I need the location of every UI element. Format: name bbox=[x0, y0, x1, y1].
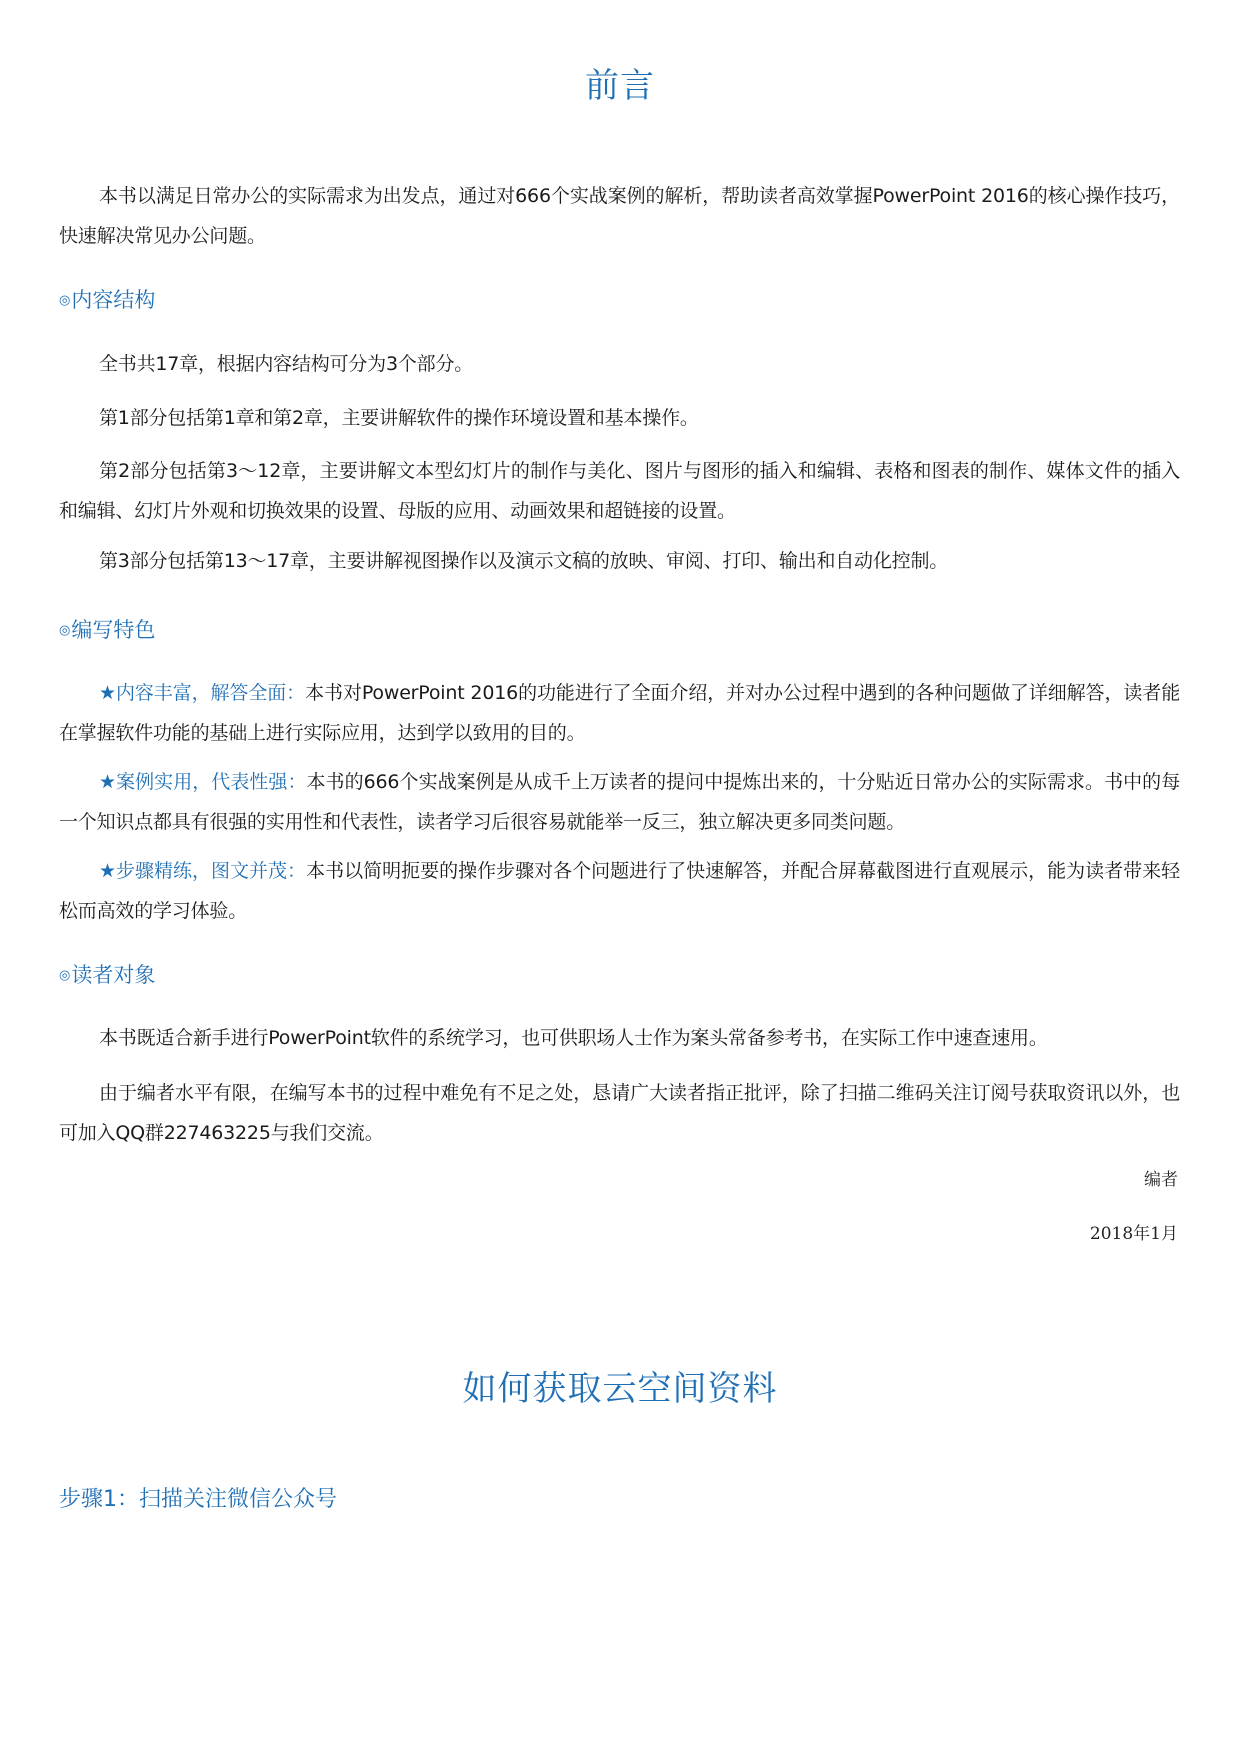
structure-paragraph: 第2部分包括第3～12章，主要讲解文本型幻灯片的制作与美化、图片与图形的插入和编辑、表格和图表的制作、媒体文件的插入和编辑、幻灯片外观和切换效果的设置、母版的应用、动画效果和超链接的设置。 bbox=[59, 460, 1180, 522]
cloud-resources-title: 如何获取云空间资料 bbox=[462, 1369, 778, 1409]
feature-text: 本书对PowerPoint 2016的功能进行了全面介绍，并对办公过程中遇到的各种问题做了详细解答，读者能在掌握软件功能的基础上进行实际应用，达到学以致用的目的。 bbox=[59, 682, 1180, 744]
section-heading-label: 内容结构 bbox=[71, 288, 156, 312]
structure-paragraph: 第3部分包括第13～17章，主要讲解视图操作以及演示文稿的放映、审阅、打印、输出和自动化控制。 bbox=[99, 550, 949, 572]
feature-text: 本书的666个实战案例是从成千上万读者的提问中提炼出来的，十分贴近日常办公的实际需求。书中的每一个知识点都具有很强的实用性和代表性，读者学习后很容易就能举一反三，独立解决更多同类问题。 bbox=[59, 771, 1180, 833]
preface-intro-paragraph: 本书以满足日常办公的实际需求为出发点，通过对666个实战案例的解析，帮助读者高效掌握PowerPoint 2016的核心操作技巧，快速解决常见办公问题。 bbox=[59, 185, 1180, 247]
feature-item bbox=[59, 762, 1180, 842]
signature-date: 2018年1月 bbox=[1089, 1224, 1178, 1244]
feature-item bbox=[59, 851, 1180, 931]
feature-item bbox=[59, 673, 1180, 753]
structure-paragraph: 第1部分包括第1章和第2章，主要讲解软件的操作环境设置和基本操作。 bbox=[99, 407, 699, 429]
bullseye-icon: ◎ bbox=[59, 293, 71, 308]
bullseye-icon: ◎ bbox=[59, 623, 71, 638]
section-heading-label: 编写特色 bbox=[71, 618, 156, 642]
section-heading-audience bbox=[59, 961, 155, 990]
audience-paragraph: 本书既适合新手进行PowerPoint软件的系统学习，也可供职场人士作为案头常备参考书，在实际工作中速查速用。 bbox=[99, 1027, 1048, 1049]
preface-title: 前言 bbox=[585, 66, 655, 106]
feature-text: 本书以简明扼要的操作步骤对各个问题进行了快速解答，并配合屏幕截图进行直观展示，能为读者带来轻松而高效的学习体验。 bbox=[59, 860, 1180, 922]
feature-lead: ★步骤精练，图文并茂： bbox=[99, 860, 307, 882]
section-heading-structure bbox=[59, 286, 155, 315]
audience-paragraph: 由于编者水平有限，在编写本书的过程中难免有不足之处，恳请广大读者指正批评，除了扫描二维码关注订阅号获取资讯以外，也可加入QQ群227463225与我们交流。 bbox=[59, 1082, 1180, 1144]
signature-author: 编者 bbox=[1144, 1170, 1178, 1190]
feature-lead: ★内容丰富，解答全面： bbox=[99, 682, 306, 704]
step-1-heading: 步骤1：扫描关注微信公众号 bbox=[59, 1487, 337, 1512]
section-heading-features bbox=[59, 616, 155, 645]
bullseye-icon: ◎ bbox=[59, 968, 71, 983]
structure-paragraph: 全书共17章，根据内容结构可分为3个部分。 bbox=[99, 353, 474, 375]
feature-lead: ★案例实用，代表性强： bbox=[99, 771, 307, 793]
section-heading-label: 读者对象 bbox=[71, 963, 156, 987]
